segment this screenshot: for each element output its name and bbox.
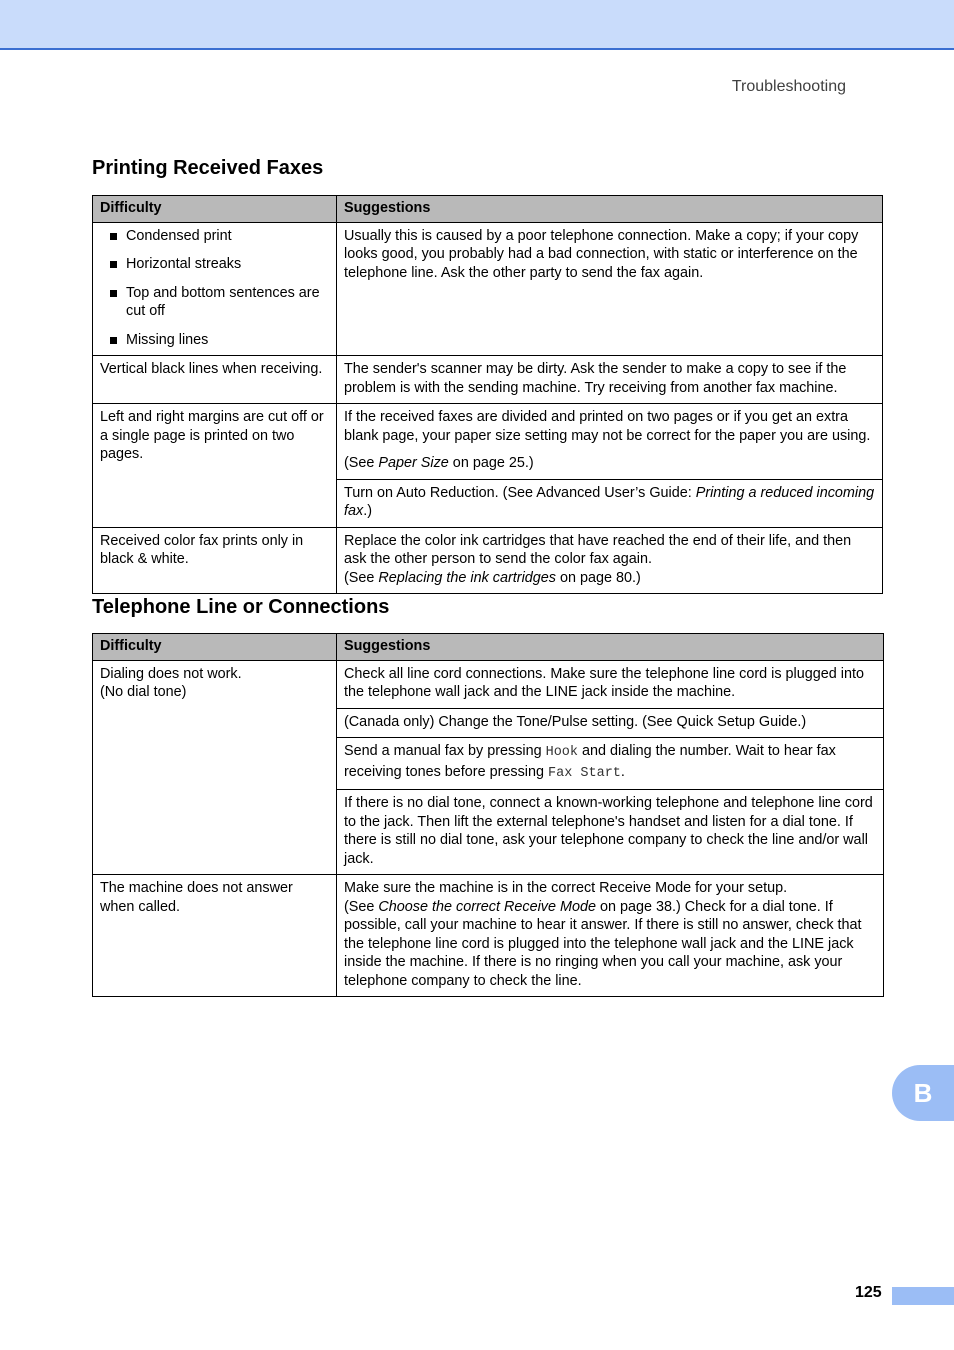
suggestion-text: Replace the color ink cartridges that have reached the end of their life, and then ask the other person to send the color fax again. [344, 532, 852, 567]
column-header-difficulty: Difficulty [93, 634, 337, 661]
square-bullet-icon [110, 290, 117, 297]
suggestion-cell [337, 527, 883, 594]
suggestion-text: If the received faxes are divided and printed on two pages or if you get an extra blank page, your paper size setting may not be correct for the paper you are using. [344, 409, 871, 444]
footer-bar [892, 1287, 954, 1305]
table-row [93, 660, 884, 708]
difficulty-bullet-list [100, 227, 329, 350]
hook-key-label: Hook [545, 745, 578, 760]
section-title-printing-received-faxes: Printing Received Faxes [92, 157, 324, 179]
top-header-band [0, 0, 954, 50]
table-row [93, 404, 883, 480]
difficulty-cell: Vertical black lines when receiving. [93, 356, 337, 404]
page-reference: (See Choose the correct Receive Mode on page 38.) Check for a dial tone. If possible, call your machine to hear it answer. If there is still no answer, check that the telephone line cord is plugged into the telephone wall jack and the LINE jack inside the machine. If there is no ringing when you call your machine, ask your telephone company to check the line. [344, 898, 862, 989]
appendix-tab: B [892, 1065, 954, 1121]
table-header-row [93, 196, 883, 223]
suggestion-cell: If there is no dial tone, connect a known-working telephone and telephone line cord to the jack. Then lift the external telephone's handset and listen for a dial tone. If there is still no dial tone, ask your telephone company to check the line and/or wall jack. [337, 790, 884, 875]
suggestion-cell: Check all line cord connections. Make sure the telephone line cord is plugged into the telephone wall jack and the LINE jack inside the machine. [337, 660, 884, 708]
list-item: Top and bottom sentences are cut off [100, 284, 329, 321]
difficulty-cell: Received color fax prints only in black & white. [93, 527, 337, 594]
difficulty-cell [93, 222, 337, 356]
suggestion-cell: Turn on Auto Reduction. (See Advanced User’s Guide: Printing a reduced incoming fax.) [337, 479, 883, 527]
reference-title: Replacing the ink cartridges [378, 569, 556, 586]
table-row [93, 527, 883, 594]
page-reference: (See Replacing the ink cartridges on page 80.) [344, 569, 641, 586]
section-title-telephone-line: Telephone Line or Connections [92, 596, 390, 618]
page-reference: (See Paper Size on page 25.) [344, 455, 534, 471]
table-row [93, 222, 883, 356]
running-head-title: Troubleshooting [731, 78, 846, 95]
column-header-difficulty: Difficulty [93, 196, 337, 223]
square-bullet-icon [110, 261, 117, 268]
suggestion-cell: Make sure the machine is in the correct Receive Mode for your setup. (See Choose the correct Receive Mode on page 38.) Check for a dial tone. If possible, call your machine to hear it answer. If there is still no answer, check that the telephone line cord is plugged into the telephone wall jack and the LINE jack inside the machine. If there is no ringing when you call your machine, ask your telephone company to check the line. [337, 875, 884, 997]
column-header-suggestions: Suggestions [337, 634, 884, 661]
reference-title: Choose the correct Receive Mode [378, 898, 596, 915]
square-bullet-icon [110, 233, 117, 240]
difficulty-cell: Dialing does not work. (No dial tone) [93, 660, 337, 875]
reference-title: Paper Size [378, 455, 449, 471]
suggestion-cell: Send a manual fax by pressing Hook and dialing the number. Wait to hear fax receiving tones before pressing Fax Start. [337, 738, 884, 790]
difficulty-cell: The machine does not answer when called. [93, 875, 337, 997]
reference-title: Printing a reduced incoming fax [344, 484, 875, 519]
page-number: 125 [855, 1284, 882, 1301]
printing-received-faxes-table [92, 195, 883, 594]
list-item: Missing lines [100, 331, 329, 350]
difficulty-cell: Left and right margins are cut off or a single page is printed on two pages. [93, 404, 337, 528]
suggestion-cell: The sender's scanner may be dirty. Ask the sender to make a copy to see if the problem is with the sending machine. Try receiving from another fax machine. [337, 356, 883, 404]
telephone-line-table [92, 633, 884, 997]
column-header-suggestions: Suggestions [337, 196, 883, 223]
suggestion-cell: (Canada only) Change the Tone/Pulse setting. (See Quick Setup Guide.) [337, 708, 884, 738]
list-item: Horizontal streaks [100, 255, 329, 274]
suggestion-cell [337, 404, 883, 480]
list-item: Condensed print [100, 227, 329, 246]
square-bullet-icon [110, 337, 117, 344]
suggestion-cell: Usually this is caused by a poor telephone connection. Make a copy; if your copy looks good, you probably had a bad connection, with static or interference on the telephone line. Ask the other party to send the fax again. [337, 222, 883, 356]
table-row [93, 875, 884, 997]
table-header-row [93, 634, 884, 661]
fax-start-key-label: Fax Start [548, 765, 621, 781]
table-row [93, 356, 883, 404]
